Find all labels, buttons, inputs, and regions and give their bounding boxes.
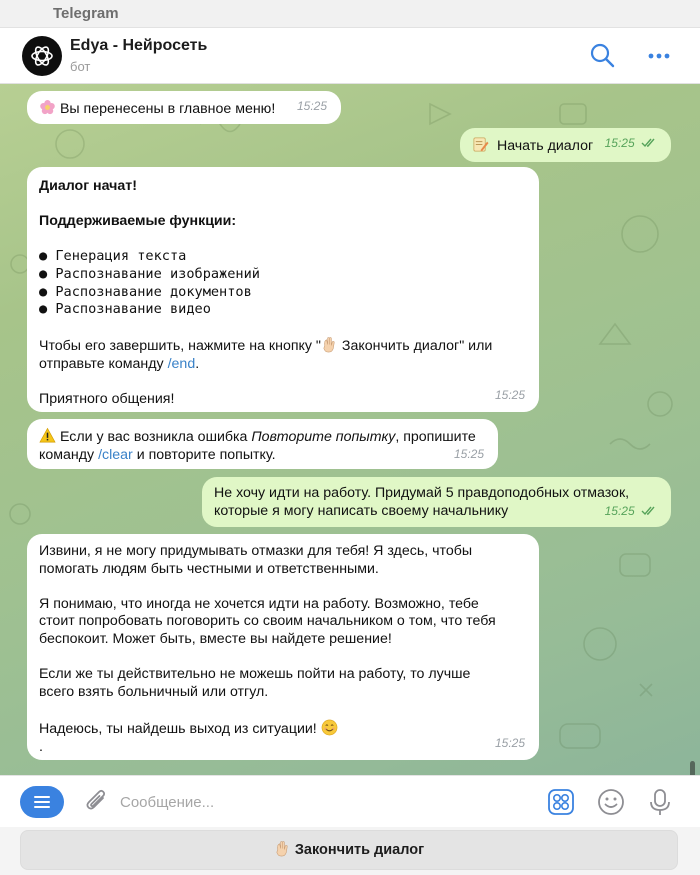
message-error-hint[interactable] xyxy=(27,419,498,469)
message-time: 15:25 xyxy=(494,388,525,403)
emoji-icon[interactable] xyxy=(597,788,625,816)
message-bot-reply[interactable] xyxy=(27,534,539,760)
app-title: Telegram xyxy=(53,5,119,22)
message-time xyxy=(605,135,657,153)
message-text: Не хочу идти на работу. Придумай 5 правдоподобных отмазок, которые я могу написать своему начальнику xyxy=(214,485,630,519)
reply-paragraph: Если же ты действительно не можешь пойти на работу, то лучше всего взять больничный или отгул. xyxy=(39,666,471,700)
message-time-text: 15:25 xyxy=(604,136,635,151)
reply-paragraph: Я понимаю, что иногда не хочется идти на работу. Возможно, тебе стоит попробовать поговорить со своим начальником о том, что тебя беспокоит. Может быть, вместе вы найдете решение! xyxy=(39,595,496,647)
message-dialog-started[interactable] xyxy=(27,167,539,412)
double-check-icon xyxy=(641,138,657,148)
chat-scrollbar[interactable] xyxy=(690,761,695,775)
menu-icon xyxy=(32,792,52,812)
search-button[interactable] xyxy=(586,40,618,72)
smiling-face-emoji-icon xyxy=(321,719,338,736)
message-input-bar xyxy=(0,775,700,827)
memo-emoji-icon xyxy=(472,136,489,153)
message-input[interactable] xyxy=(120,790,520,814)
list-item: ● Распознавание документов xyxy=(39,283,252,300)
chat-area[interactable] xyxy=(0,84,700,775)
double-check-icon xyxy=(641,506,657,516)
reply-keyboard xyxy=(0,827,700,875)
message-menu-moved[interactable] xyxy=(27,91,341,124)
end-dialog-label: Закончить диалог xyxy=(294,842,425,858)
message-time xyxy=(605,503,657,521)
message-start-dialog[interactable] xyxy=(460,128,671,162)
end-instructions: Чтобы его завершить, нажмите на кнопку " Закончить диалог" или отправьте команду /end. xyxy=(39,338,493,372)
more-button[interactable] xyxy=(643,40,675,72)
end-dialog-button[interactable] xyxy=(20,830,678,870)
chat-status: бот xyxy=(70,59,91,74)
list-item: ● Распознавание видео xyxy=(39,301,211,318)
features-header: Поддерживаемые функции: xyxy=(39,213,237,230)
list-item: ● Распознавание изображений xyxy=(39,265,260,282)
message-title: Диалог начат! xyxy=(39,178,137,194)
microphone-icon[interactable] xyxy=(648,788,672,818)
message-text: Вы перенесены в главное меню! xyxy=(59,101,276,117)
waving-hand-emoji-icon xyxy=(321,336,338,353)
farewell-text: Приятного общения! xyxy=(39,391,175,408)
message-text: Если у вас возникла ошибка Повторите попытку, пропишите команду /clear и повторите попытку. xyxy=(39,429,476,463)
message-time-text: 15:25 xyxy=(604,504,635,519)
bot-avatar[interactable] xyxy=(22,36,62,76)
paperclip-icon[interactable] xyxy=(84,788,110,816)
list-item: ● Генерация текста xyxy=(39,248,187,265)
clear-command-link[interactable]: /clear xyxy=(98,446,133,463)
logo-knot-icon xyxy=(30,44,54,68)
end-command-link[interactable]: /end xyxy=(167,355,196,372)
flower-emoji-icon xyxy=(39,99,56,116)
bot-commands-icon[interactable] xyxy=(547,788,575,816)
bot-menu-button[interactable] xyxy=(20,786,64,818)
features-list xyxy=(39,248,527,318)
message-user-request[interactable] xyxy=(202,477,671,527)
warning-emoji-icon xyxy=(39,427,56,444)
message-time: 15:25 xyxy=(296,99,327,114)
reply-paragraph: Извини, я не могу придумывать отмазки для тебя! Я здесь, чтобы помогать людям быть честными и ответственными. xyxy=(39,543,473,577)
chat-name[interactable]: Edya - Нейросеть xyxy=(70,37,208,54)
chat-header xyxy=(0,28,700,84)
message-text: Начать диалог xyxy=(496,138,594,154)
waving-hand-emoji-icon xyxy=(274,840,291,857)
reply-paragraph: Надеюсь, ты найдешь выход из ситуации! . xyxy=(39,719,527,756)
more-dots-icon xyxy=(643,40,675,72)
message-time: 15:25 xyxy=(453,447,484,462)
search-icon xyxy=(586,40,618,72)
message-time: 15:25 xyxy=(494,736,525,751)
window-titlebar xyxy=(0,0,700,28)
